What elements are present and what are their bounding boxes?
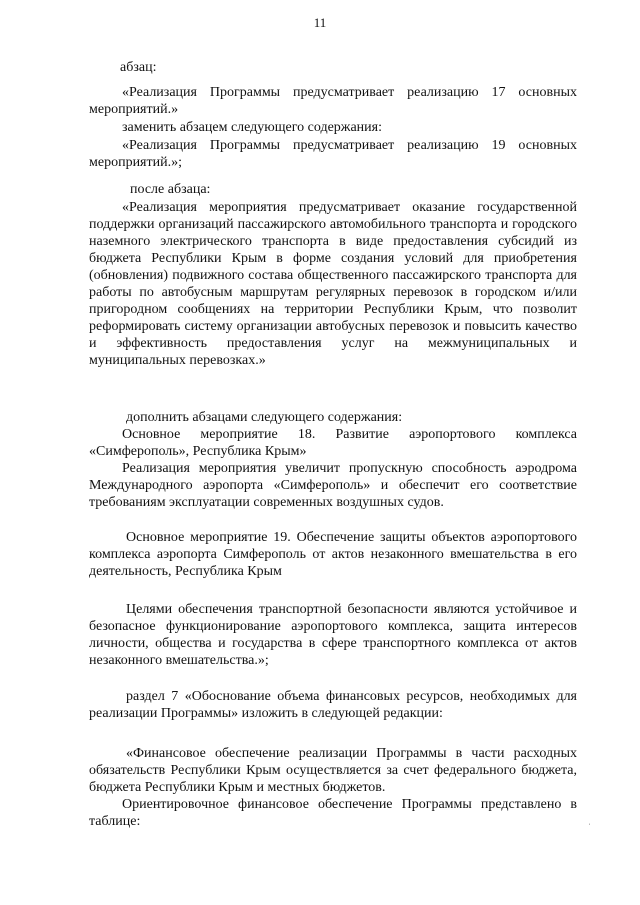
scan-mark: ˌ — [588, 815, 591, 825]
paragraph-financing-quote: «Финансовое обеспечение реализации Программы в части расходных обязательств Республики Крым осуществляется за счет федерального бюджета, бюджета Республики Крым и местных бюджетов. — [89, 746, 577, 795]
paragraph-measure-18: Основное мероприятие 18. Развитие аэропортового комплекса «Симферополь», Республика Крым» — [89, 427, 577, 459]
paragraph-financing-table-intro: Ориентировочное финансовое обеспечение Программы представлено в таблице: — [89, 797, 577, 829]
paragraph-old-text: «Реализация Программы предусматривает реализацию 17 основных мероприятий.» — [89, 85, 577, 117]
paragraph-after-instruction: после абзаца: — [130, 182, 211, 197]
page-number: 11 — [313, 15, 327, 30]
paragraph-abzac: абзац: — [120, 60, 157, 75]
paragraph-add-instruction: дополнить абзацами следующего содержания: — [126, 410, 403, 425]
paragraph-security-goals: Целями обеспечения транспортной безопасности являются устойчивое и безопасное функционирование аэропортового комплекса, защита интересов личности, общества и государства в сфере транспортного комплекса от актов незаконного вмешательства.»; — [89, 602, 577, 668]
paragraph-measure-18-description: Реализация мероприятия увеличит пропускную способность аэродрома Международного аэропорта «Симферополь» и обеспечит его соответствие требованиям эксплуатации современных воздушных судов. — [89, 461, 577, 510]
paragraph-subsidies-quote: «Реализация мероприятия предусматривает оказание государственной поддержки организаций пассажирского автомобильного транспорта и городского наземного электрического транспорта в виде предоставления субсидий из бюджета Республики Крым в форме создания условий для приобретения (обновления) подвижного состава общественного пассажирского транспорта для работы по автобусным маршрутам регулярных перевозок в городском и/или пригородном сообщениях на территории Республики Крым, что позволит реформировать систему организации автобусных перевозок и повысить качество и эффективность предоставления услуг на межмуниципальных и муниципальных перевозках.» — [89, 200, 577, 368]
paragraph-measure-19: Основное мероприятие 19. Обеспечение защиты объектов аэропортового комплекса аэропорта Симферополь от актов незаконного вмешательства в его деятельность, Республика Крым — [89, 530, 577, 579]
paragraph-section-7-instruction: раздел 7 «Обоснование объема финансовых ресурсов, необходимых для реализации Программы» изложить в следующей редакции: — [89, 689, 577, 721]
paragraph-new-text: «Реализация Программы предусматривает реализацию 19 основных мероприятий.»; — [89, 138, 577, 170]
paragraph-replace-instruction: заменить абзацем следующего содержания: — [122, 120, 382, 135]
